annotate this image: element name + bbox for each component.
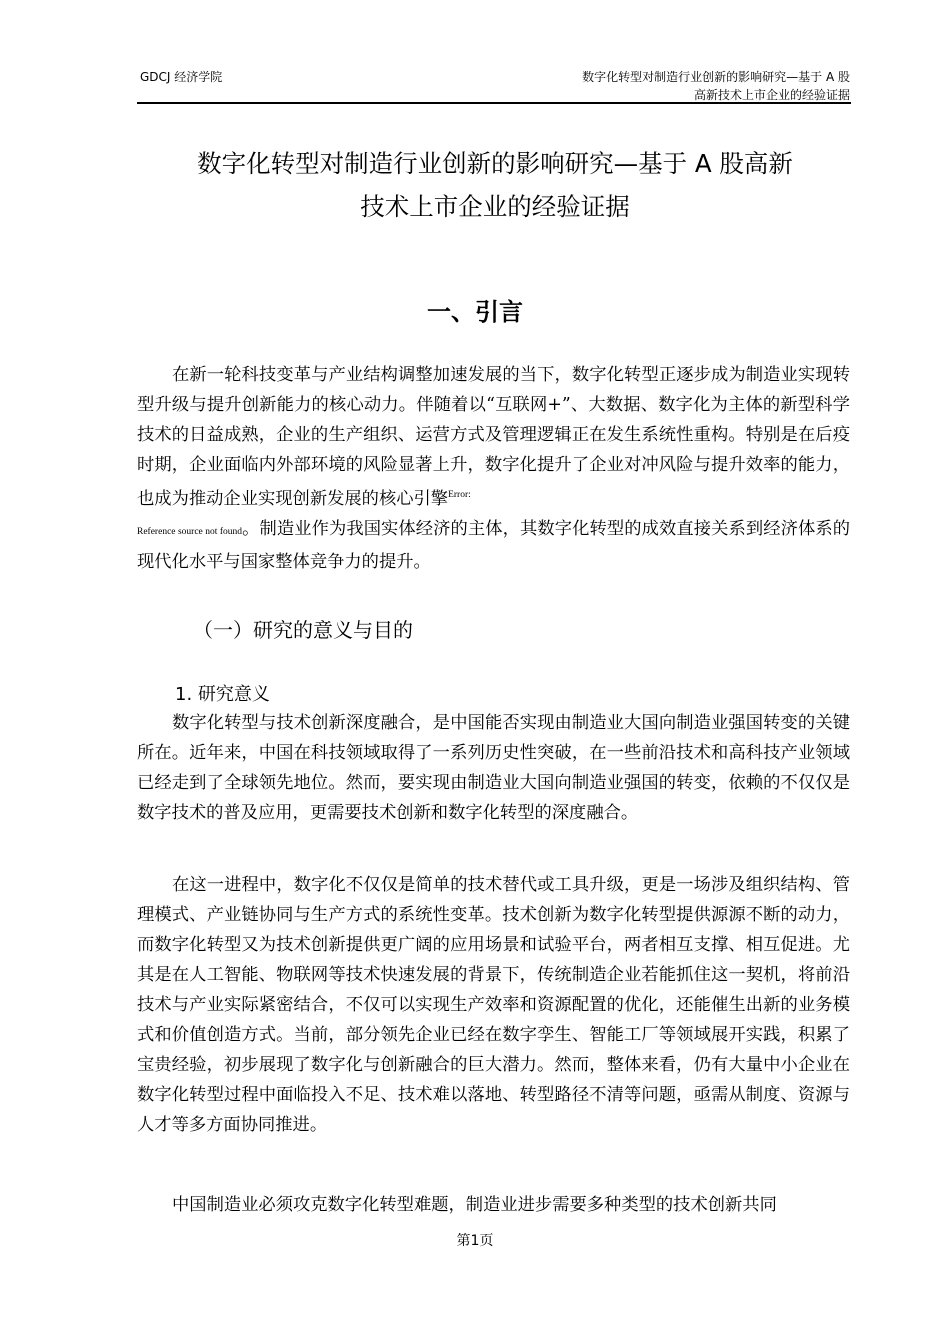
page-number: 第1页 (456, 1233, 494, 1249)
header-left: GDCJ 经济学院 (140, 70, 223, 84)
section-heading-intro: 一、引言 (427, 298, 523, 326)
paragraph-intro-text-b: 。制造业作为我国实体经济的主体，其数字化转型的成效直接关系到经济体系的现代化水平与国家整体竞争力的提升。 (137, 519, 850, 572)
paragraph-intro (137, 360, 850, 577)
reference-error-b: Reference source not found (137, 527, 242, 537)
header-right (490, 68, 850, 104)
header-rule (137, 102, 851, 104)
subsection-heading: （一）研究的意义与目的 (193, 618, 413, 642)
header-right-line2: 高新技术上市企业的经验证据 (693, 88, 850, 102)
title-line2: 技术上市企业的经验证据 (360, 192, 630, 221)
document-title (120, 142, 870, 228)
reference-error-a: Error: (448, 490, 471, 500)
title-line1: 数字化转型对制造行业创新的影响研究—基于 A 股高新 (197, 149, 793, 178)
paragraph-challenge: 中国制造业必须攻克数字化转型难题，制造业进步需要多种类型的技术创新共同 (172, 1195, 777, 1215)
paragraph-intro-text-a: 在新一轮科技变革与产业结构调整加速发展的当下，数字化转型正逐步成为制造业实现转型升级与提升创新能力的核心动力。伴随着以“互联网+”、大数据、数字化为主体的新型科学技术的日益成熟，企业的生产组织、运营方式及管理逻辑正在发生系统性重构。特别是在后疫时期，企业面临内外部环境的风险显著上升，数字化提升了企业对冲风险与提升效率的能力，也成为推动企业实现创新发展的核心引擎 (137, 365, 850, 509)
header-right-line1: 数字化转型对制造行业创新的影响研究—基于 A 股 (582, 70, 850, 84)
item-heading: 1. 研究意义 (175, 684, 270, 705)
paragraph-significance: 数字化转型与技术创新深度融合，是中国能否实现由制造业大国向制造业强国转变的关键所在。近年来，中国在科技领域取得了一系列历史性突破，在一些前沿技术和高科技产业领域已经走到了全球领先地位。然而，要实现由制造业大国向制造业强国的转变，依赖的不仅仅是数字技术的普及应用，更需要技术创新和数字化转型的深度融合。 (137, 713, 850, 823)
paragraph-process: 在这一进程中，数字化不仅仅是简单的技术替代或工具升级，更是一场涉及组织结构、管理模式、产业链协同与生产方式的系统性变革。技术创新为数字化转型提供源源不断的动力，而数字化转型又为技术创新提供更广阔的应用场景和试验平台，两者相互支撑、相互促进。尤其是在人工智能、物联网等技术快速发展的背景下，传统制造企业若能抓住这一契机，将前沿技术与产业实际紧密结合，不仅可以实现生产效率和资源配置的优化，还能催生出新的业务模式和价值创造方式。当前，部分领先企业已经在数字孪生、智能工厂等领域展开实践，积累了宝贵经验，初步展现了数字化与创新融合的巨大潜力。然而，整体来看，仍有大量中小企业在数字化转型过程中面临投入不足、技术难以落地、转型路径不清等问题，亟需从制度、资源与人才等多方面协同推进。 (137, 875, 850, 1135)
